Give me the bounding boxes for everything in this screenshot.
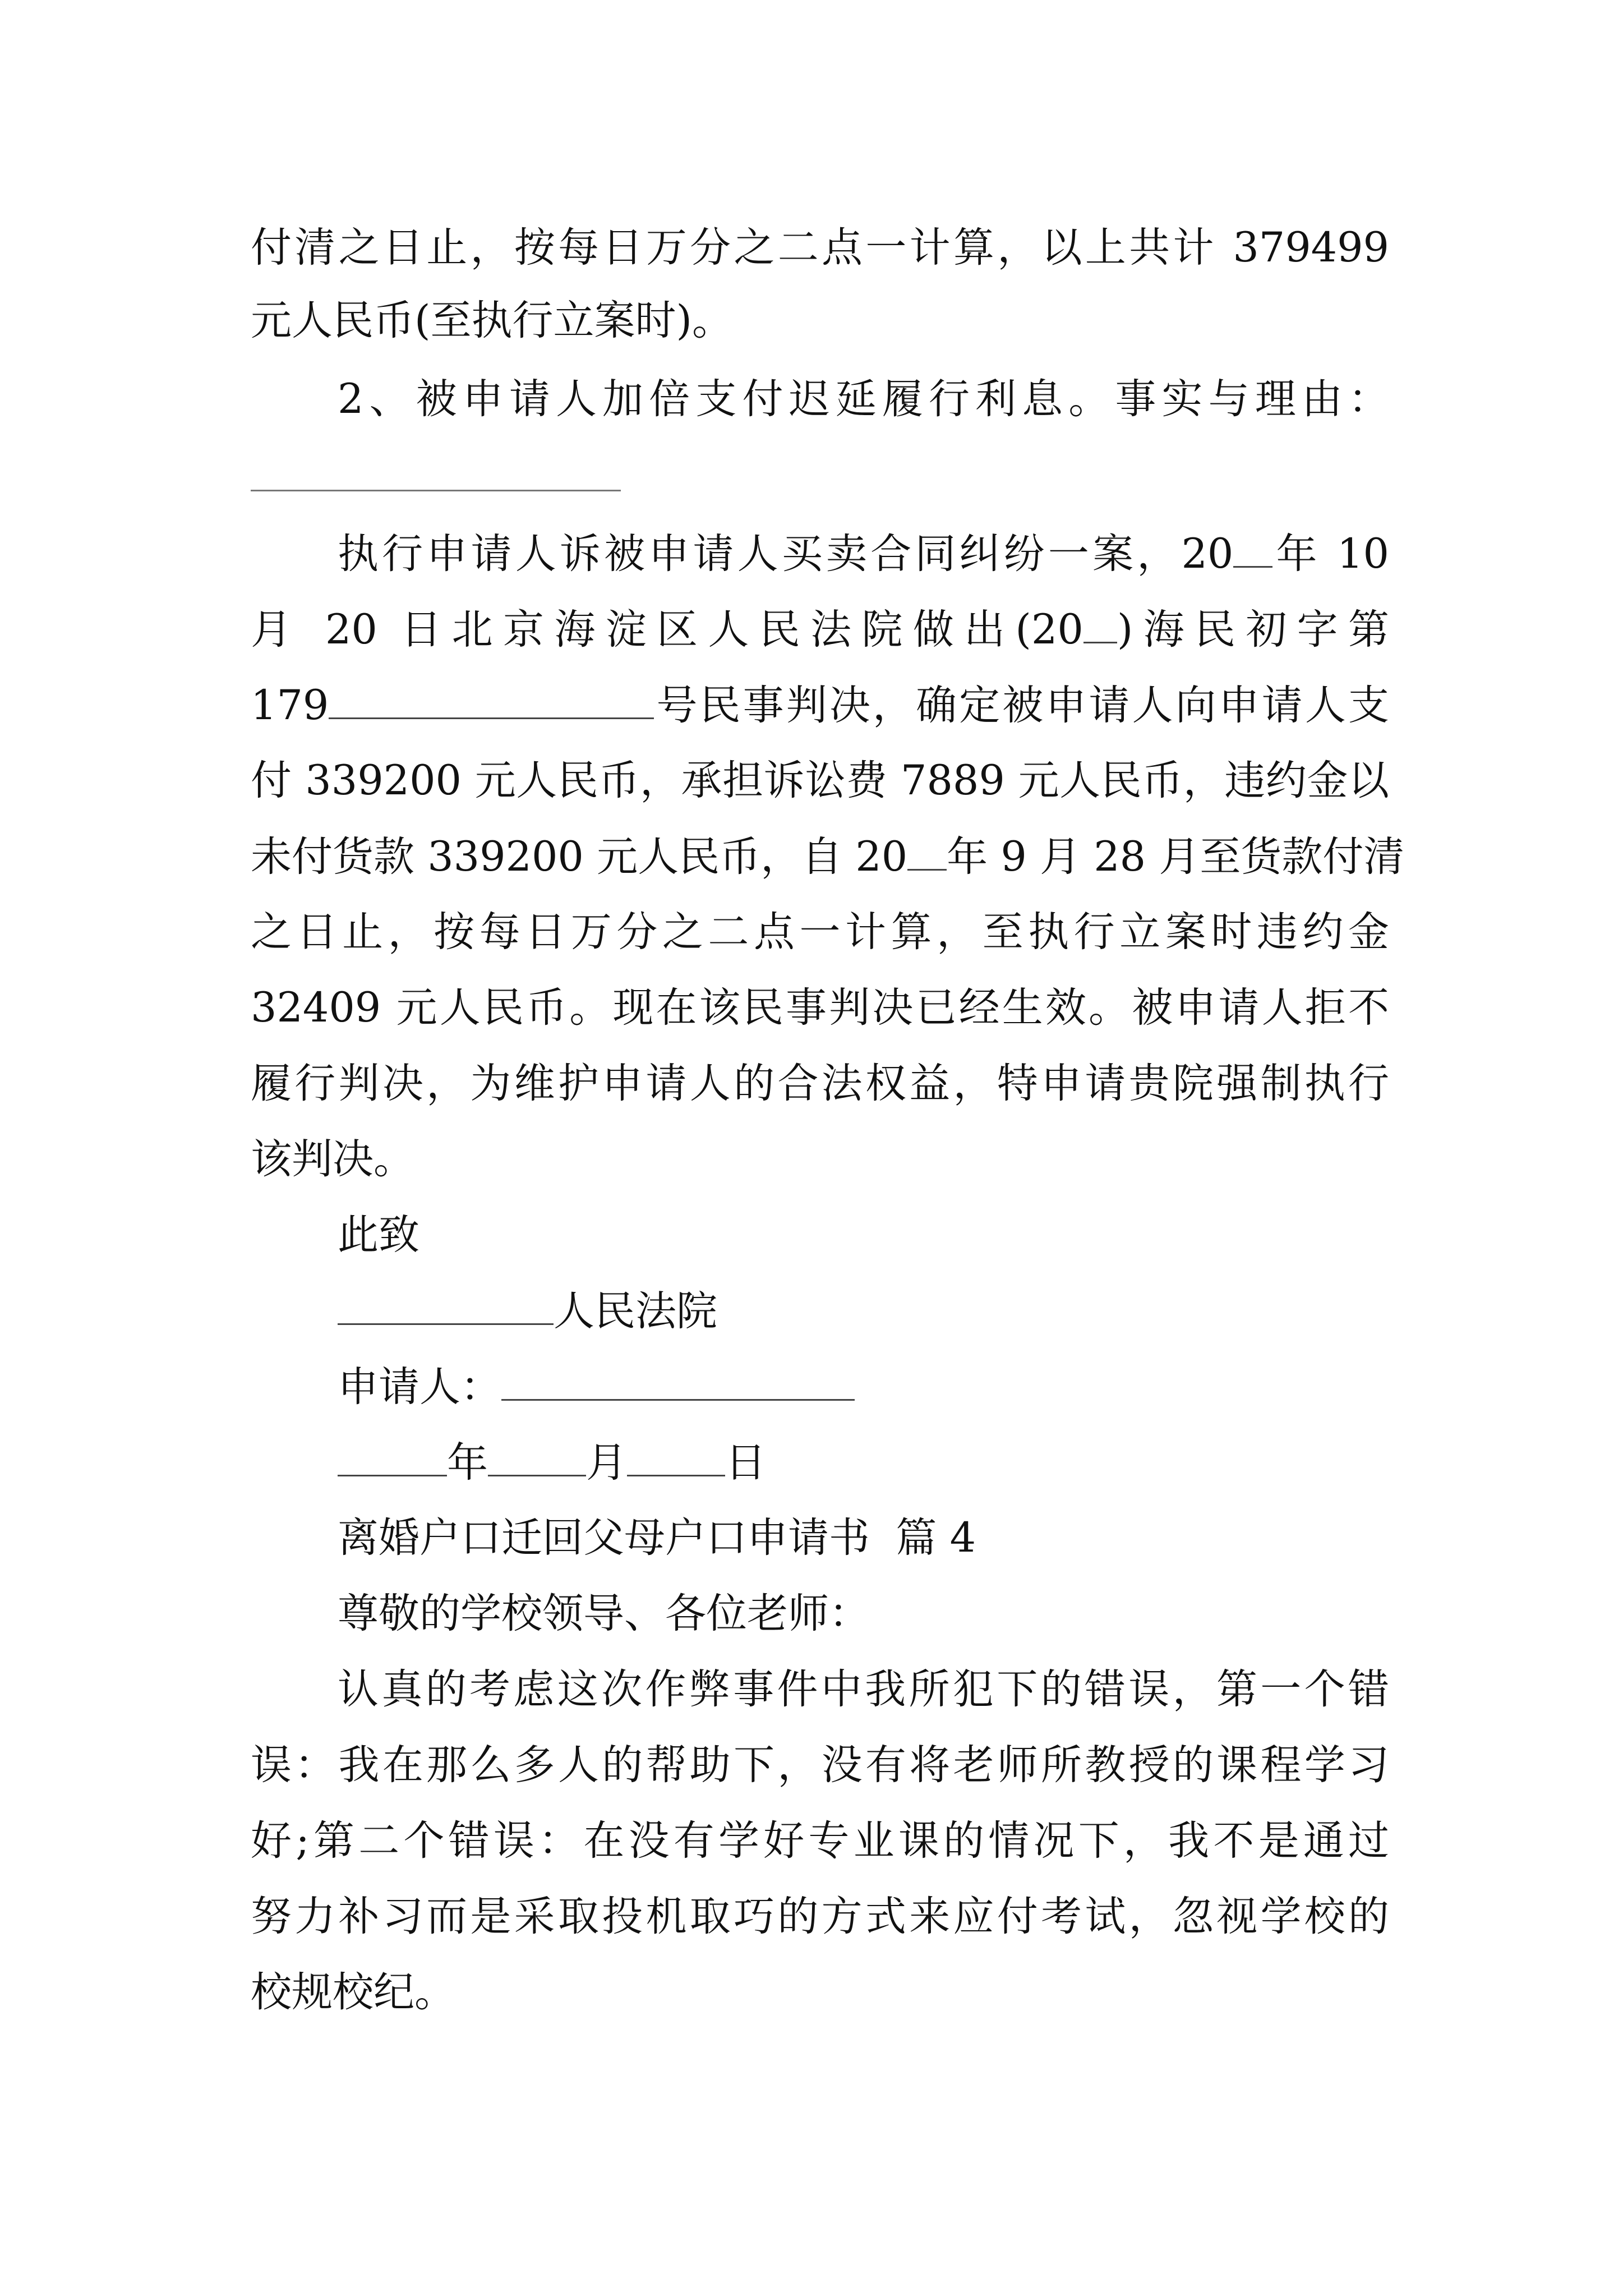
text-line xyxy=(251,601,1389,657)
text-line: 该判决。 xyxy=(251,1135,414,1183)
fill-blank xyxy=(907,829,947,871)
text-line: 好;第二个错误：在没有学好专业课的情况下，我不是通过 xyxy=(251,1817,1389,1865)
text-line xyxy=(251,829,1405,885)
text-segment: 月 20 日北京海淀区人民法院做出(20 xyxy=(251,606,1083,654)
text-line xyxy=(338,526,1389,582)
text-line: 努力补习而是采取投机取巧的方式来应付考试，忽视学校的 xyxy=(251,1893,1389,1940)
fill-blank xyxy=(329,677,654,719)
applicant-label: 申请人： xyxy=(338,1363,501,1411)
text-line xyxy=(251,677,1389,733)
text-segment: 未付货款 339200 元人民币，自 20 xyxy=(251,833,908,881)
text-segment: )海民初字第 xyxy=(1117,606,1390,654)
closing-phrase: 此致 xyxy=(338,1211,419,1259)
text-segment: 年 9 月 28 月至货款付清 xyxy=(947,833,1405,881)
text-line: 付清之日止，按每日万分之二点一计算，以上共计 379499 xyxy=(251,224,1389,272)
date-line xyxy=(338,1434,1389,1490)
text-segment: 号民事判决，确定被申请人向申请人支 xyxy=(654,682,1389,729)
text-line: 之日止，按每日万分之二点一计算，至执行立案时违约金 xyxy=(251,908,1389,956)
fill-blank xyxy=(338,1434,447,1476)
text-line: 认真的考虑这次作弊事件中我所犯下的错误，第一个错 xyxy=(338,1665,1389,1713)
text-segment: 年 10 xyxy=(1272,530,1389,578)
court-line xyxy=(338,1283,1389,1339)
text-line: 校规校纪。 xyxy=(251,1968,455,2016)
fill-blank xyxy=(338,1283,554,1325)
court-label: 人民法院 xyxy=(554,1287,717,1335)
date-year-label: 年 xyxy=(447,1439,488,1487)
date-day-label: 日 xyxy=(725,1439,766,1487)
applicant-line xyxy=(338,1359,1389,1415)
divider-line xyxy=(251,490,621,491)
text-line: 履行判决，为维护申请人的合法权益，特申请贵院强制执行 xyxy=(251,1060,1389,1107)
salutation: 尊敬的学校领导、各位老师： xyxy=(338,1590,870,1637)
text-line: 元人民币(至执行立案时)。 xyxy=(251,297,733,344)
fill-blank xyxy=(627,1434,725,1476)
text-segment: 执行申请人诉被申请人买卖合同纠纷一案，20 xyxy=(338,530,1234,578)
fill-blank xyxy=(1083,601,1117,643)
fill-blank xyxy=(1233,526,1272,568)
text-segment: 179 xyxy=(251,682,329,729)
text-line: 32409 元人民币。现在该民事判决已经生效。被申请人拒不 xyxy=(251,984,1389,1032)
fill-blank xyxy=(488,1434,586,1476)
text-line: 误：我在那么多人的帮助下，没有将老师所教授的课程学习 xyxy=(251,1741,1389,1789)
text-line: 2、被申请人加倍支付迟延履行利息。事实与理由： xyxy=(338,375,1389,423)
text-line: 付 339200 元人民币，承担诉讼费 7889 元人民币，违约金以 xyxy=(251,757,1389,804)
section-title: 离婚户口迁回父母户口申请书 篇 4 xyxy=(338,1514,976,1562)
date-month-label: 月 xyxy=(586,1439,627,1487)
fill-blank xyxy=(501,1359,855,1401)
